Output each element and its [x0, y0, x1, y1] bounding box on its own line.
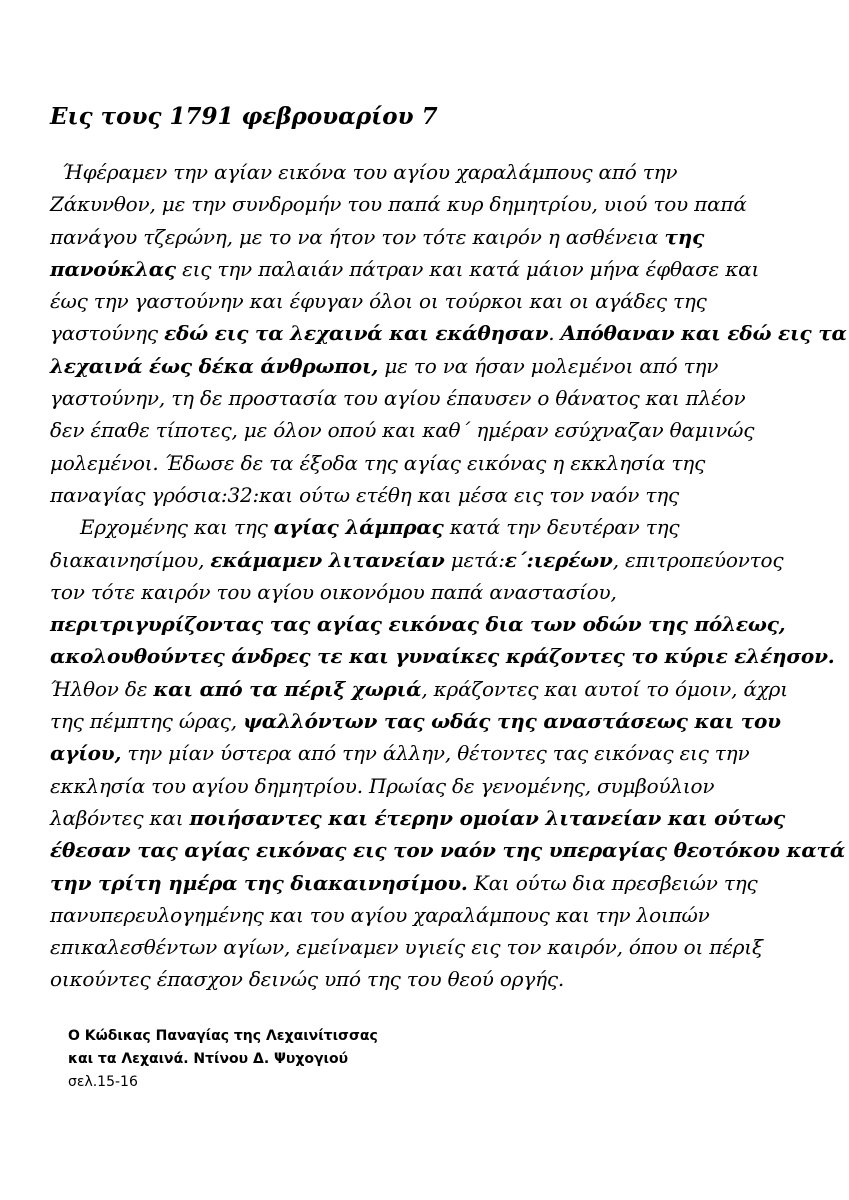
bold-text-segment: εκάμαμεν λιτανείαν [210, 547, 445, 572]
text-line [50, 576, 810, 608]
document-body-text [50, 156, 847, 996]
bold-text-segment: της [664, 224, 705, 249]
text-line [50, 931, 810, 963]
text-line [50, 285, 810, 317]
text-line [50, 867, 810, 899]
text-segment: της πέμπτης ώρας, [50, 709, 244, 734]
text-line [50, 705, 810, 737]
text-segment: πανάγου τζερώνη, με το να ήτον τον τότε καιρόν η ασθένεια [50, 224, 665, 249]
text-segment: Ζάκυνθον, με την συνδρομήν του παπά κυρ δημητρίου, υιού του παπά [50, 192, 747, 217]
text-line [50, 770, 810, 802]
text-line [50, 317, 847, 349]
text-line [50, 479, 810, 511]
bold-text-segment: ψαλλόντων τας ωδάς της αναστάσεως και του [243, 709, 781, 734]
source-citation [68, 1025, 378, 1094]
text-segment: Και ούτω δια πρεσβειών της [467, 870, 758, 895]
bold-text-segment: ποιήσαντες και έτερην ομοίαν λιτανείαν και ούτως [189, 805, 786, 830]
text-segment: πανυπερευλογημένης και του αγίου χαραλάμπους και την λοιπών [50, 902, 710, 927]
text-segment: Ερχομένης και της [80, 515, 274, 540]
text-line [50, 544, 810, 576]
bold-text-segment: ακολουθούντες άνδρες τε και γυναίκες κράζοντες το κύριε ελέησον. [50, 644, 835, 669]
text-segment: μολεμένοι. Έδωσε δε τα έξοδα της αγίας εικόνας η εκκλησία της [50, 450, 706, 475]
bold-text-segment: αγίου, [50, 741, 122, 766]
text-line [50, 156, 810, 188]
bold-text-segment: την τρίτη ημέρα της διακαινησίμου. [50, 870, 468, 895]
text-line [50, 608, 810, 640]
text-line [50, 382, 810, 414]
text-segment: Ήλθον δε [50, 676, 154, 701]
source-pages: σελ.15-16 [68, 1074, 138, 1090]
text-segment: , επιτροπεύοντος [612, 547, 784, 572]
text-segment: . [548, 321, 561, 346]
text-line [50, 221, 810, 253]
text-segment: , κράζοντες και αυτοί το όμοιν, άχρι [421, 676, 788, 701]
text-line [50, 253, 810, 285]
bold-text-segment: λεχαινά έως δέκα άνθρωποι, [50, 353, 379, 378]
text-line [50, 640, 835, 672]
source-title-line-1: Ο Κώδικας Παναγίας της Λεχαινίτισσας [68, 1028, 378, 1044]
bold-text-segment: και από τα πέριξ χωριά [153, 676, 422, 701]
text-segment: λαβόντες και [50, 805, 190, 830]
text-line [50, 899, 810, 931]
text-segment: με το να ήσαν μολεμένοι από την [378, 353, 719, 378]
bold-text-segment: περιτριγυρίζοντας τας αγίας εικόνας δια των οδών της πόλεως, [50, 612, 786, 637]
text-line [50, 447, 810, 479]
text-segment: οικούντες έπασχον δεινώς υπό της του θεού οργής. [50, 967, 565, 992]
text-segment: εις την παλαιάν πάτραν και κατά μάιον μήνα έφθασε και [175, 256, 760, 281]
text-segment: μετά: [444, 547, 505, 572]
text-line [50, 350, 810, 382]
text-segment: διακαινησίμου, [50, 547, 211, 572]
text-segment: Ήφέραμεν την αγίαν εικόνα του αγίου χαραλάμπους από την [62, 160, 678, 184]
text-line [50, 737, 810, 769]
bold-text-segment: Απόθαναν και εδώ εις τα [560, 321, 847, 346]
text-line [50, 511, 810, 543]
bold-text-segment: αγίας λάμπρας [273, 515, 444, 540]
bold-text-segment: έθεσαν τας αγίας εικόνας εις τον ναόν της υπεραγίας θεοτόκου κατά [50, 838, 846, 863]
text-line [50, 963, 810, 995]
text-segment: την μίαν ύστερα από την άλλην, θέτοντες τας εικόνας εις την [121, 741, 750, 766]
text-line [50, 188, 810, 220]
text-segment: παναγίας γρόσια:32:και ούτω ετέθη και μέσα εις τον ναόν της [50, 482, 680, 507]
text-line [50, 802, 810, 834]
bold-text-segment: ε΄:ιερέων [504, 547, 613, 572]
bold-text-segment: πανούκλας [50, 256, 176, 281]
text-segment: εκκλησία του αγίου δημητρίου. Πρωίας δε γενομένης, συμβούλιον [50, 773, 715, 798]
bold-text-segment: εδώ εις τα λεχαινά και εκάθησαν [164, 321, 549, 346]
source-title-line-2: και τα Λεχαινά. Ντίνου Δ. Ψυχογιού [68, 1051, 349, 1067]
text-segment: κατά την δευτέραν της [443, 515, 680, 540]
text-segment: γαστούνην, τη δε προστασία του αγίου έπαυσεν ο θάνατος και πλέον [50, 386, 746, 411]
text-line [50, 673, 810, 705]
document-heading: Εις τους 1791 φεβρουαρίου 7 [50, 103, 438, 130]
text-segment: τον τότε καιρόν του αγίου οικονόμου παπά αναστασίου, [50, 579, 617, 604]
text-line [50, 834, 846, 866]
text-line [50, 414, 810, 446]
text-segment: έως την γαστούνην και έφυγαν όλοι οι τούρκοι και οι αγάδες της [50, 289, 707, 314]
text-segment: επικαλεσθέντων αγίων, εμείναμεν υγιείς εις τον καιρόν, όπου οι πέριξ [50, 935, 763, 960]
text-segment: γαστούνης [50, 321, 165, 346]
text-segment: δεν έπαθε τίποτες, με όλον οπού και καθ΄ ημέραν εσύχναζαν θαμινώς [50, 418, 755, 443]
